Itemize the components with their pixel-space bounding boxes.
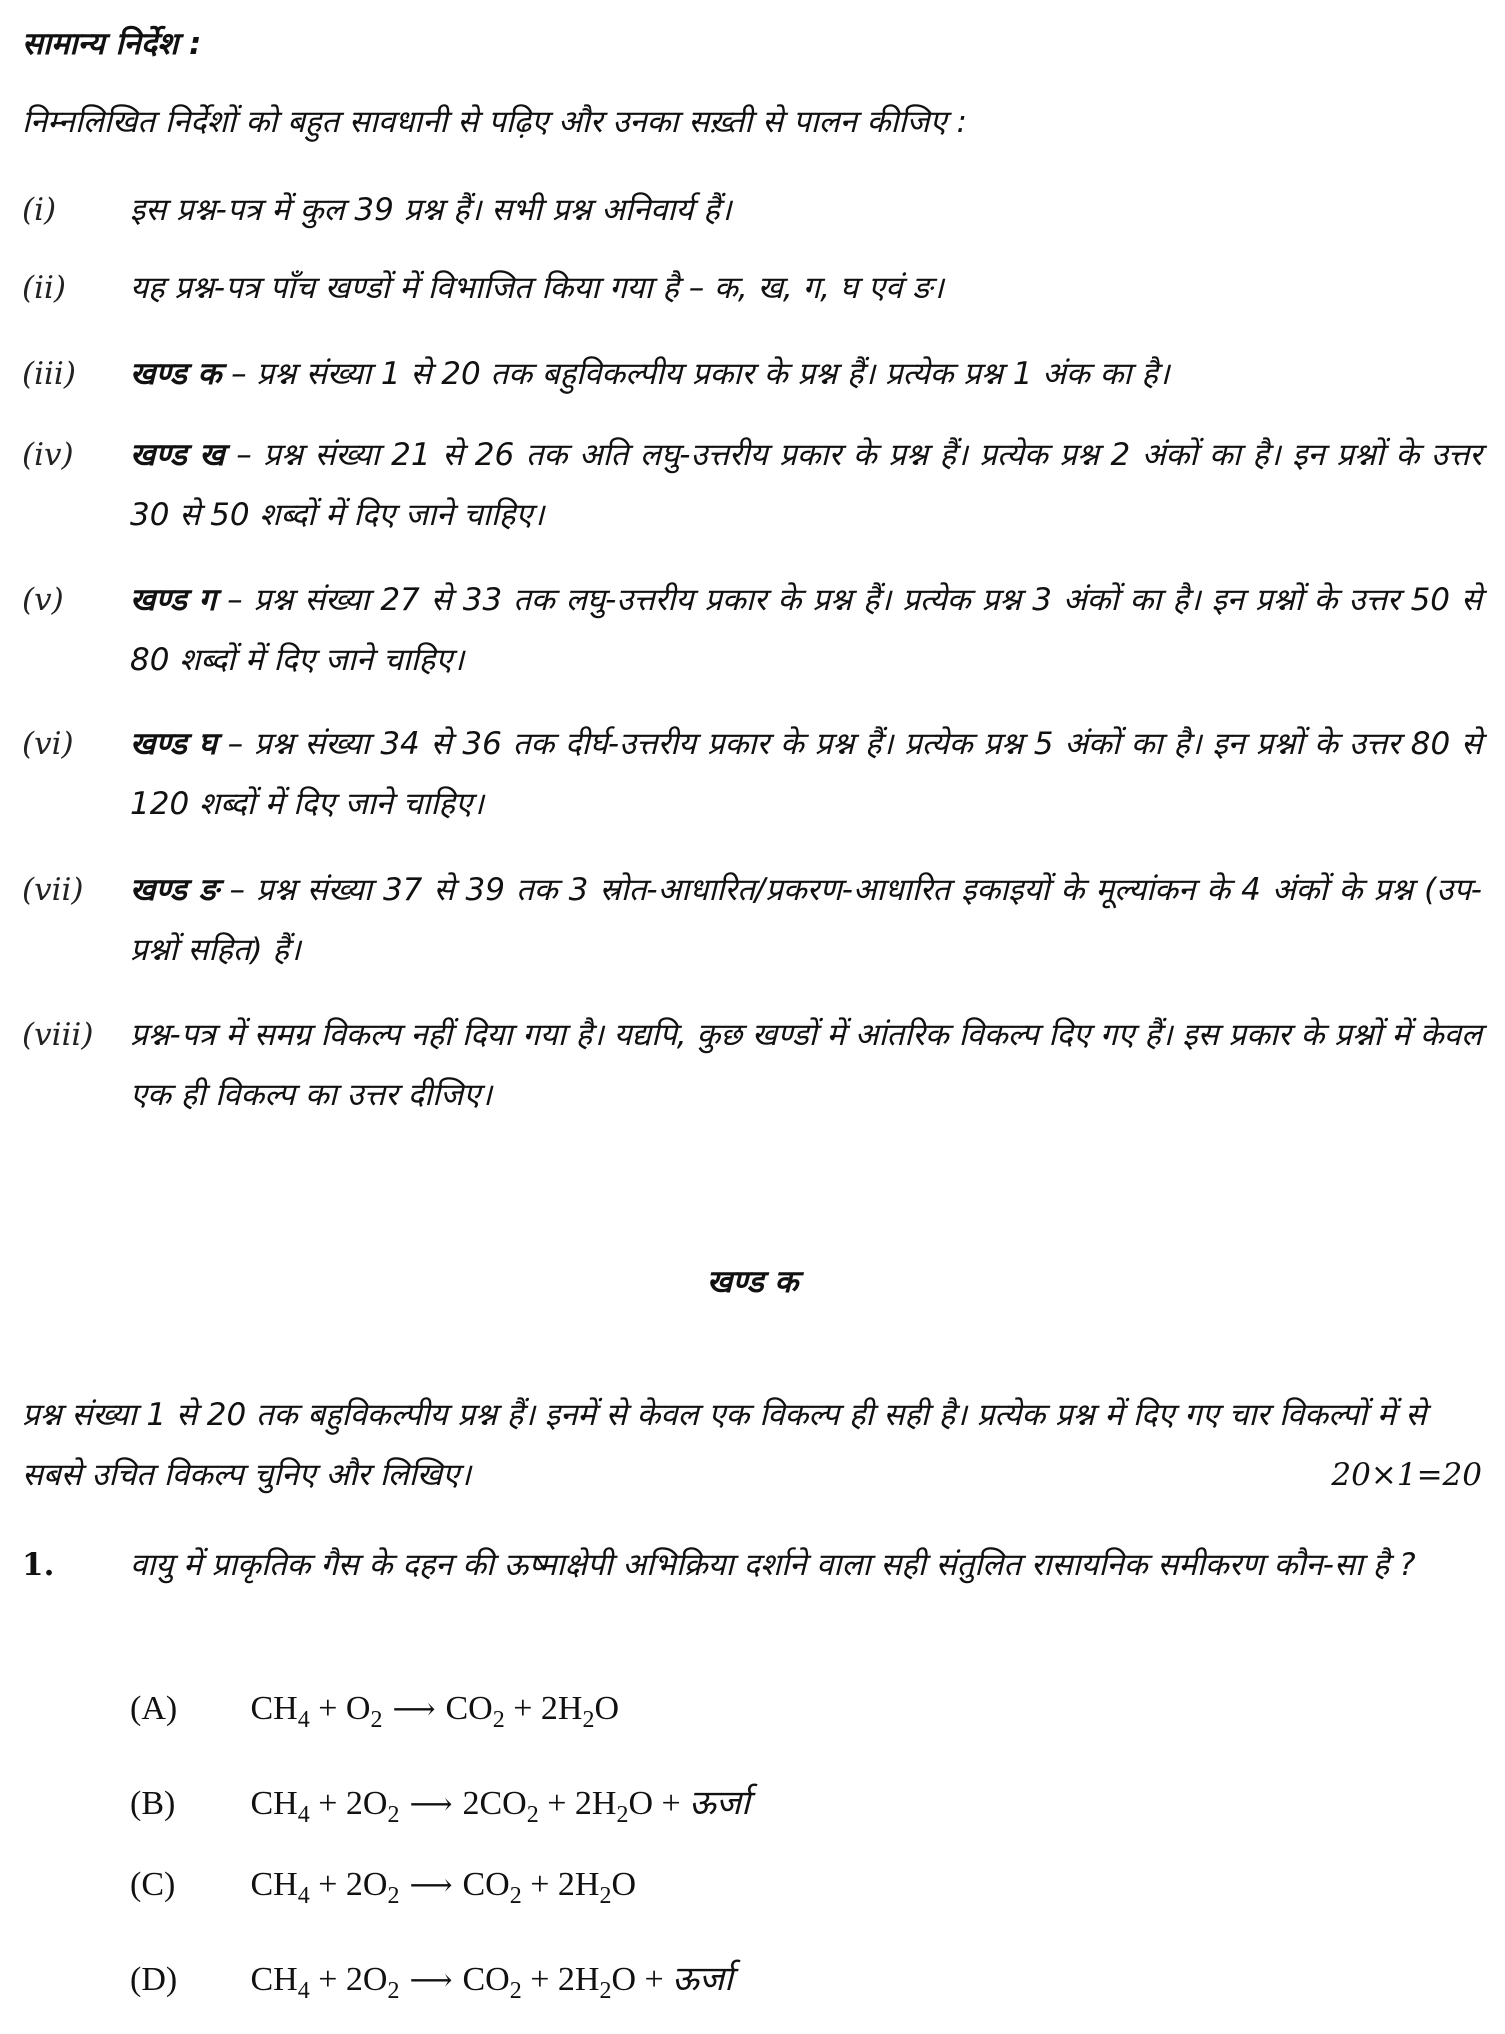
instruction-item: (iv) खण्ड ख – प्रश्न संख्या 21 से 26 तक अति लघु-उत्तरीय प्रकार के प्रश्न हैं। प्रत्येक प्रश्न 2 अंकों का है। इन प्रश्नों के उत्तर 30 से 50 शब्दों में दिए जाने चाहिए। xyxy=(22,437,1482,533)
option-a: (A) $CH_4 + O_2$ ⟶ $CO_2 + 2H_2O$ xyxy=(130,1690,620,1733)
option-b: (B) $CH_4 + 2O_2$ ⟶ $2CO_2 + 2H_2O$ + ऊर्जा xyxy=(130,1783,750,1828)
section-marks: 20×1=20 xyxy=(1331,1457,1482,1493)
instruction-item: (viii) प्रश्न-पत्र में समग्र विकल्प नहीं दिया गया है। यद्यपि, कुछ खण्डों में आंतरिक विकल्प दिए गए हैं। इस प्रकार के प्रश्नों में केवल एक ही विकल्प का उत्तर दीजिए। xyxy=(22,1017,1482,1113)
reaction-arrow-icon: ⟶ xyxy=(409,1788,453,1821)
equation: $CH_4 + 2O_2$ ⟶ $2CO_2 + 2H_2O$ + ऊर्जा xyxy=(250,1783,750,1828)
instruction-item: (ii) यह प्रश्न-पत्र पाँच खण्डों में विभाजित किया गया है – क, ख, ग, घ एवं ङ। xyxy=(22,270,944,306)
reaction-arrow-icon: ⟶ xyxy=(392,1693,436,1726)
option-d: (D) $CH_4 + 2O_2$ ⟶ $CO_2 + 2H_2O$ + ऊर्जा xyxy=(130,1959,733,2004)
instruction-item: (i) इस प्रश्न-पत्र में कुल 39 प्रश्न हैं। सभी प्रश्न अनिवार्य हैं। xyxy=(22,192,732,228)
section-heading: खण्ड क xyxy=(706,1264,799,1300)
equation: $CH_4 + 2O_2$ ⟶ $CO_2 + 2H_2O$ + ऊर्जा xyxy=(250,1959,733,2004)
instruction-item: (vii) खण्ड ङ – प्रश्न संख्या 37 से 39 तक 3 स्रोत-आधारित/प्रकरण-आधारित इकाइयों के मूल्यांकन के 4 अंकों के प्रश्न (उप-प्रश्नों सहित) हैं। xyxy=(22,872,1482,968)
instructions-intro: निम्नलिखित निर्देशों को बहुत सावधानी से पढ़िए और उनका सख़्ती से पालन कीजिए : xyxy=(22,104,967,140)
reaction-arrow-icon: ⟶ xyxy=(409,1964,453,1997)
instruction-item: (iii) खण्ड क – प्रश्न संख्या 1 से 20 तक बहुविकल्पीय प्रकार के प्रश्न हैं। प्रत्येक प्रश्न 1 अंक का है। xyxy=(22,356,1170,392)
section-intro: प्रश्न संख्या 1 से 20 तक बहुविकल्पीय प्रश्न हैं। इनमें से केवल एक विकल्प ही सही है। प्रत्येक प्रश्न में दिए गए चार विकल्पों में से सबसे उचित विकल्प चुनिए और लिखिए। 20×1=20 xyxy=(22,1385,1482,1505)
instruction-item: (vi) खण्ड घ – प्रश्न संख्या 34 से 36 तक दीर्घ-उत्तरीय प्रकार के प्रश्न हैं। प्रत्येक प्रश्न 5 अंकों का है। इन प्रश्नों के उत्तर 80 से 120 शब्दों में दिए जाने चाहिए। xyxy=(22,726,1483,822)
equation: $CH_4 + 2O_2$ ⟶ $CO_2 + 2H_2O$ xyxy=(250,1866,637,1909)
question-1: 1. वायु में प्राकृतिक गैस के दहन की ऊष्माक्षेपी अभिक्रिया दर्शाने वाला सही संतुलित रासायनिक समीकरण कौन-सा है ? xyxy=(22,1547,1416,1583)
equation: $CH_4 + O_2$ ⟶ $CO_2 + 2H_2O$ xyxy=(250,1690,620,1733)
instruction-item: (v) खण्ड ग – प्रश्न संख्या 27 से 33 तक लघु-उत्तरीय प्रकार के प्रश्न हैं। प्रत्येक प्रश्न 3 अंकों का है। इन प्रश्नों के उत्तर 50 से 80 शब्दों में दिए जाने चाहिए। xyxy=(22,582,1482,678)
option-c: (C) $CH_4 + 2O_2$ ⟶ $CO_2 + 2H_2O$ xyxy=(130,1866,637,1909)
general-instructions-title: सामान्य निर्देश : xyxy=(22,26,202,62)
reaction-arrow-icon: ⟶ xyxy=(409,1869,453,1902)
